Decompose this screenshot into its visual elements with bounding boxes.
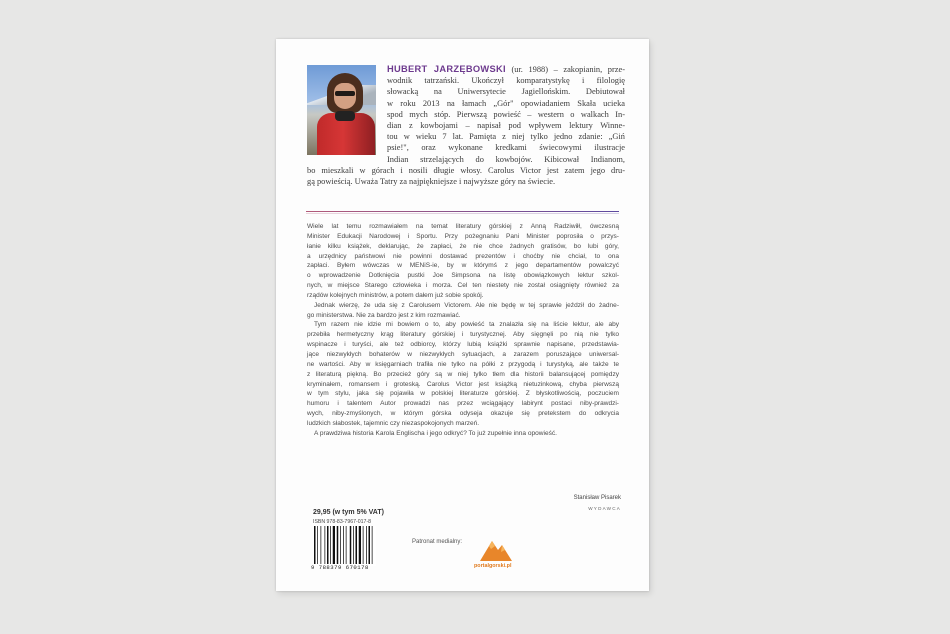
blurb-line: nych, w miejsce Starego człowieka i morza. Cel ten niestety nie został osiągnięty również za: [307, 282, 619, 290]
barcode-bar: [350, 526, 352, 564]
barcode-bar: [366, 526, 367, 564]
blurb-line: jące niezwykłych bohaterów w niezwykłych sytuacjach, a zarazem poruszające uniwersal-: [307, 350, 619, 358]
blurb-line: zapłaci. Byłem wówczas w MENiS-ie, by w którymś z jego departamentów powalczyć: [307, 262, 619, 270]
bio-line: tou w wieku 7 lat. Pamięta z niej tylko jedno zdanie: „Giń: [387, 132, 625, 142]
author-name: HUBERT JARZĘBOWSKI: [387, 64, 506, 74]
barcode-bar: [359, 526, 361, 564]
price: 29,95 (w tym 5% VAT): [313, 509, 384, 516]
signature: Stanisław Pisarek: [573, 495, 621, 501]
blurb-line: humoru i talentem Autor prowadzi nas przez wciągający labirynt postaci niby-prawdzi-: [307, 400, 619, 408]
divider-rule-shadow: [306, 213, 619, 214]
blurb-text: [307, 222, 619, 439]
barcode-bar: [321, 526, 322, 564]
blurb-line: wspinacze i turyści, ale też odbiorcy, którzy lubią książki sprawnie napisane, przedstawia-: [307, 341, 619, 349]
divider-rule: [306, 211, 619, 212]
blurb-line: rządów kolejnych ministrów, a potem dałem już sobie spokój.: [307, 291, 484, 299]
barcode-bar: [346, 526, 347, 564]
bio-line: słowacką na Uniwersytecie Jagiellońskim. Debiutował: [387, 87, 625, 97]
bio-line: spod mych stóp. Pierwszą powieść – western o walkach In-: [387, 109, 625, 119]
blurb-line: z literaturą piękną. Bo przecież góry są w niej tylko tłem dla historii balansującej pomiędzy: [307, 370, 619, 378]
barcode-bar: [314, 526, 316, 564]
blurb-line: go ministerstwa. Nie za bardzo jest z kim rozmawiać.: [307, 311, 461, 319]
bio-line: (ur. 1988) – zakopianin, prze-: [505, 65, 625, 74]
barcode-bar: [340, 526, 341, 564]
portal-name: portalgorski.pl: [474, 563, 512, 569]
author-bio: [307, 64, 625, 187]
blurb-line: o wprowadzenie Dotknięcia pustki Joe Simpsona na listę obowiązkowych lektur szkol-: [307, 272, 619, 280]
author-photo: [307, 65, 376, 155]
blurb-line: Jednak wierzę, że uda się z Carolusem Victorem. Ale nie będę w tej sprawie jeździł do żadne-: [314, 301, 619, 309]
barcode-bar: [333, 526, 335, 564]
bio-line: Indian strzelających do kowbojów. Kibicował Indianom,: [387, 154, 625, 164]
blurb-line: Minister Edukacji Narodowej i Sportu. Przy pożegnaniu Pani Minister poprosiła o przys-: [307, 232, 619, 240]
blurb-line: przebiła hermetyczny krąg literatury górskiej i turystycznej. Aby sięgnęli po nią nie tylko: [307, 331, 619, 339]
barcode-bar: [372, 526, 373, 564]
blurb-line: Tym razem nie idzie mi bowiem o to, aby powieść ta znalazła się na liście lektur, ale aby: [314, 321, 619, 329]
blurb-line: A prawdziwa historia Karola Englischa i jego odkryć? To już zupełnie inna opowieść.: [314, 429, 557, 437]
barcode-bar: [369, 526, 371, 564]
barcode: [313, 526, 376, 566]
barcode-bar: [353, 526, 354, 564]
blurb-line: łanie kilku książek, deklarując, że zapłaci, że nie chce żadnych gratisów, bo lubi góry,: [307, 242, 619, 250]
bio-line: gą powieścią. Uważa Tatry za najpiękniejsze i najwyższe góry na świecie.: [307, 177, 556, 187]
patronat-label: Patronat medialny:: [412, 539, 463, 545]
blurb-line: a urzędnicy państwowi nie powinni dostawać prezentów i choćby nie chciał, to ona: [307, 252, 619, 260]
bio-line: psie!", oraz wykonane kredkami świecowymi ilustracje: [387, 143, 625, 153]
blurb-line: ludzkich słabostek, tajemnic czy niezaspokojonych marzeń.: [307, 419, 480, 427]
barcode-bar: [327, 526, 329, 564]
book-back-cover: [276, 39, 649, 591]
blurb-line: wych, niby-zmyślonych, w którym górska odyseja okazuje się pretekstem do odkrycia: [307, 410, 619, 418]
bio-line: bo mieszkali w górach i nosili długie włosy. Carolus Victor jest zatem jego dru-: [307, 165, 625, 175]
blurb-line: w tym stylu, jaka się pojawiła w polskiej literaturze górskiej. Z błyskotliwością, poczuciem: [307, 390, 619, 398]
barcode-bar: [363, 526, 364, 564]
portal-logo-icon: [478, 537, 514, 563]
bio-line: wodnik tatrzański. Ukończył komparatystykę i filologię: [387, 76, 625, 86]
isbn: ISBN 978-83-7967-017-8: [313, 519, 371, 525]
blurb-line: Wiele lat temu rozmawiałem na temat literatury górskiej z Anną Radziwiłł, ówczesną: [307, 223, 619, 230]
bio-line: w roku 2013 na łamach „Gór" opowiadaniem Skała ucieka: [387, 98, 625, 108]
barcode-bar: [356, 526, 358, 564]
publisher-label: WYDAWCA: [588, 506, 621, 511]
blurb-line: ne wartości. Aby w księgarniach trafiła nie tylko na półki z przygodą i turystyką, ale także te: [307, 360, 619, 368]
barcode-bar: [343, 526, 344, 564]
blurb-line: kryminałem, romansem i groteską. Carolus Victor jest książką nietuzinkową, chyba pierwszą: [307, 380, 619, 388]
barcode-bar: [337, 526, 339, 564]
barcode-bar: [330, 526, 331, 564]
barcode-number: 9 788379 670178: [311, 564, 369, 571]
barcode-bar: [325, 526, 326, 564]
bio-line: dian z kowbojami – napisał pod wpływem lektury Winne-: [387, 121, 625, 131]
barcode-bar: [317, 526, 318, 564]
